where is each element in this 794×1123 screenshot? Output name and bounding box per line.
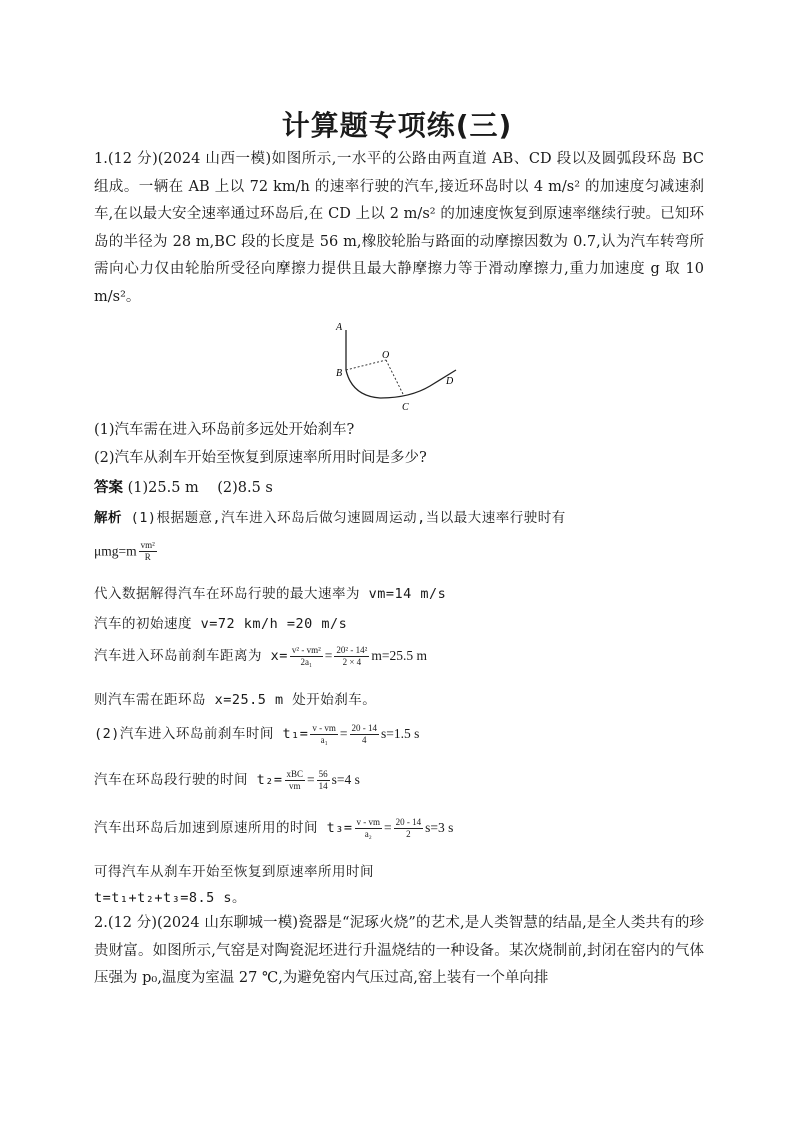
analysis-label: 解析 [94,510,122,525]
line-conclusion-1: 则汽车需在距环岛 x=25.5 m 处开始刹车。 [94,692,377,708]
question-1-part-1: (1)汽车需在进入环岛前多远处开始刹车? [94,422,355,438]
line-max-speed: 代入数据解得汽车在环岛行驶的最大速率为 vm=14 m/s [94,586,447,602]
line-time-1: (2)汽车进入环岛前刹车时间 t₁= $\frac{v - vm}{\text{a₁}}$ = $\frac{20 - 14}{4}$ s=1.5 s [94,722,420,745]
line-total-intro: 可得汽车从刹车开始至恢复到原速率所用时间 [94,864,374,880]
line-initial-speed: 汽车的初始速度 v=72 km/h =20 m/s [94,616,348,632]
question-1-text: 1.(12 分)(2024 山西一模)如图所示,一水平的公路由两直道 AB、CD 段以及圆弧段环岛 BC 组成。一辆在 AB 上以 72 km/h 的速率行驶的汽车,接近环岛时以 4 m/s² 的加速度匀减速刹车,在以最大安全速率通过环岛后,在 CD 上以 2 m/s² 的加速度恢复到原速率继续行驶。已知环岛的半径为 28 m,BC 段的长度是 56 m,橡胶轮胎与路面的动摩擦因数为 0.7,认为汽车转弯所需向心力仅由轮胎所受径向摩擦力提供且最大静摩擦力等于滑动摩擦力,重力加速度 g 取 10 m/s²。 [94,151,704,305]
label-b: B [336,368,343,379]
label-o: O [382,350,390,361]
line-time-3: 汽车出环岛后加速到原速所用的时间 t₃= $\frac{v - vm}{\text{a₂}}$ = $\frac{20 - 14}{2}$ s=3 s [94,816,454,839]
answer-row [94,476,273,497]
label-c: C [402,402,409,413]
line-total: t=t₁+t₂+t₃=8.5 s。 [94,890,247,906]
label-a: A [336,322,343,333]
question-2-text: 2.(12 分)(2024 山东聊城一模)瓷器是“泥琢火烧”的艺术,是人类智慧的结晶,是全人类共有的珍贵财富。如图所示,气窑是对陶瓷泥坯进行升温烧结的一种设备。某次烧制前,封闭在窑内的气体压强为 p₀,温度为室温 27 ℃,为避免窑内气压过高,窑上装有一个单向排 [94,915,704,986]
equation-centripetal: μmg=m $\frac{\text{vm²}}{R}$ [94,540,155,562]
label-d: D [446,376,454,387]
page-title: 计算题专项练(三) [281,109,513,142]
line-time-2: 汽车在环岛段行驶的时间 t₂= $\frac{\text{xBC}}{vm}$ = $\frac{56}{14}$ s=4 s [94,768,360,791]
line-braking-distance: 汽车进入环岛前刹车距离为 x= $\frac{\text{v² - vm²}}{\text{2a₁}}$ = $\frac{\text{20² - 14²}}{2 \times 4}$ m=25.5 m [94,644,427,667]
analysis-intro: (1)根据题意,汽车进入环岛后做匀速圆周运动,当以最大速率行驶时有 [130,510,566,526]
answer-text: (1)25.5 m (2)8.5 s [127,480,273,496]
analysis-row [94,506,566,526]
answer-label: 答案 [94,480,123,496]
question-1-part-2: (2)汽车从刹车开始至恢复到原速率所用时间是多少? [94,450,427,466]
roundabout-diagram [330,316,470,416]
